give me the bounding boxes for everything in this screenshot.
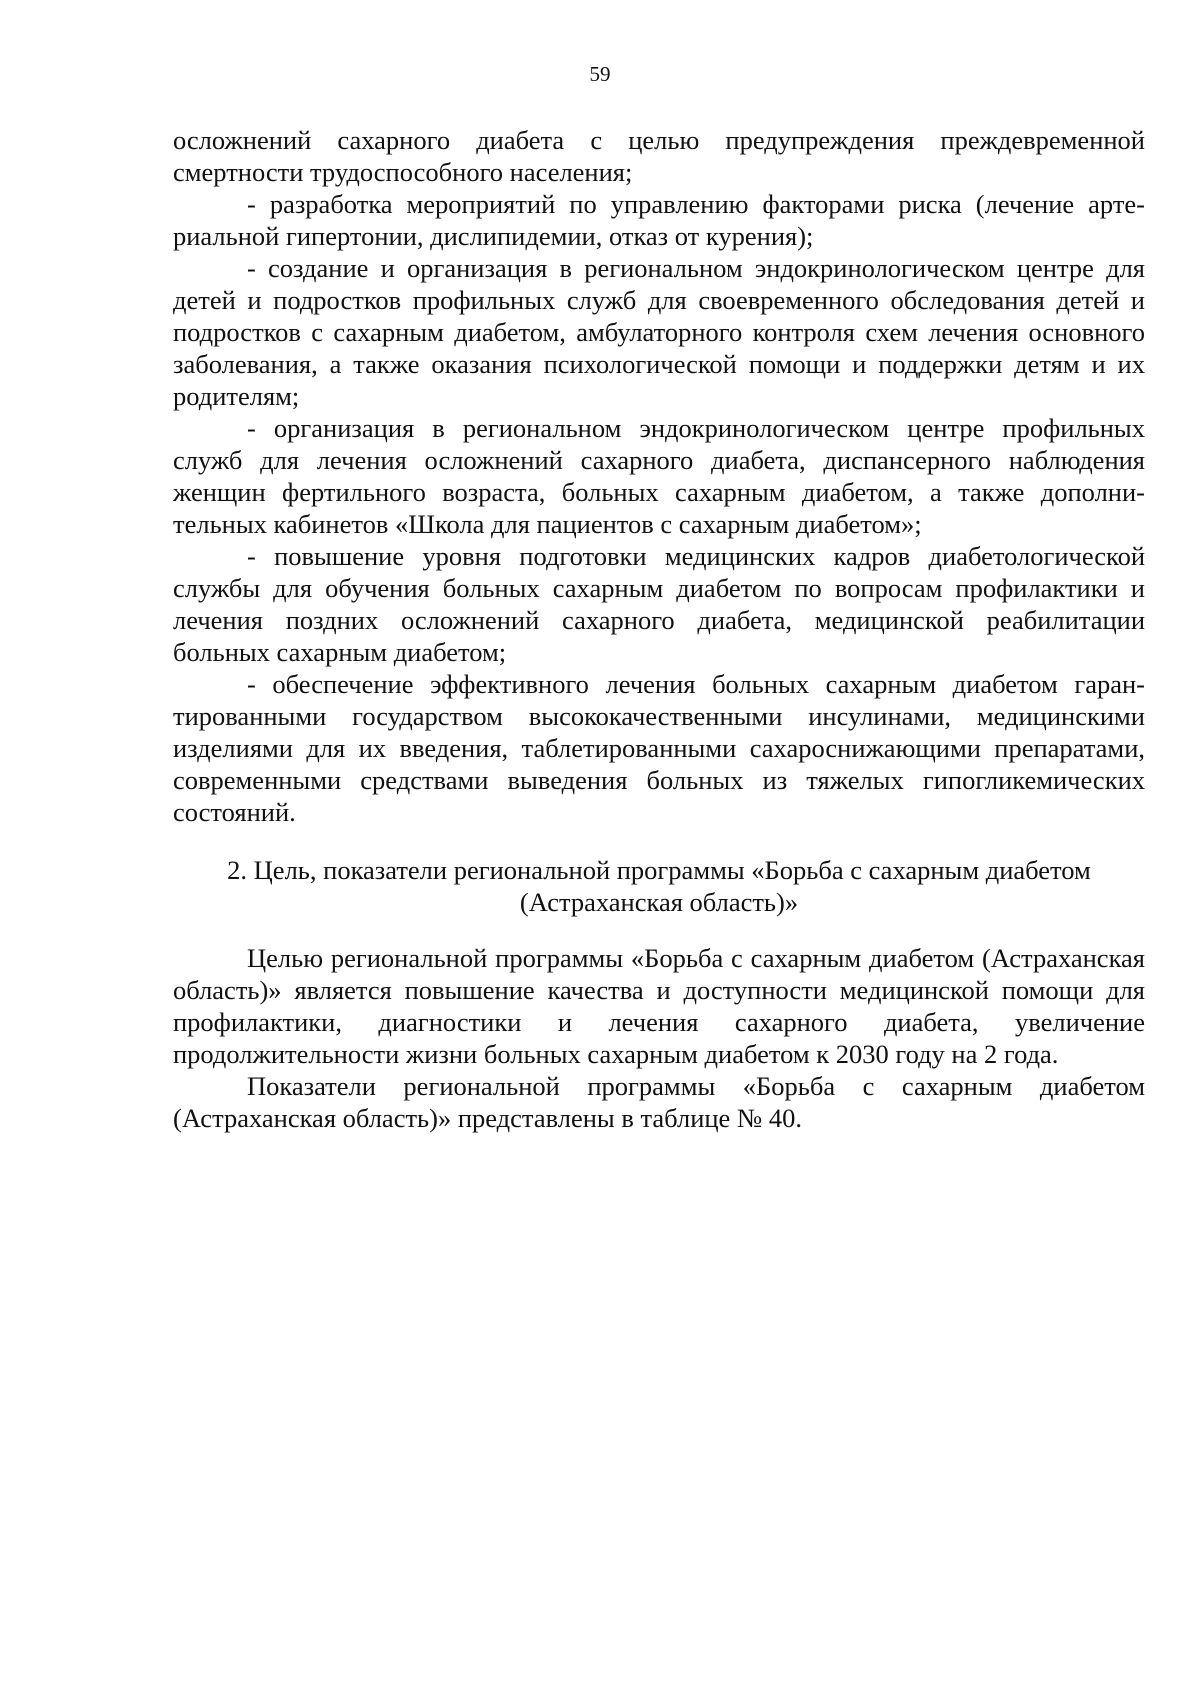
list-item-complications-services: - организация в региональном эндокринологическом центре профильных служб для лечения осложнений сахарного диабета, диспансерного наблюдения женщин фертильного возраста, больных сахарным диабетом, а также дополнительных кабинетов «Школа для пациентов с сахарным диабетом»;: [173, 413, 1145, 539]
paragraph-program-indicators: Показатели региональной программы «Борьба с сахарным диабетом (Астраханская область)» представлены в таблице № 40.: [173, 1071, 1145, 1133]
paragraph-program-goal: Целью региональной программы «Борьба с сахарным диабетом (Астраханская область)» является повышение качества и доступности медицинской помощи для профилактики, диагностики и лечения сахарного диабета, увеличение продолжительности жизни больных сахарным диабетом к 2030 году на 2 года.: [173, 943, 1145, 1069]
list-item-staff-training: - повышение уровня подготовки медицинских кадров диабетологической службы для обучения больных сахарным диабетом по вопросам профилактики и лечения поздних осложнений сахарного диабета, медицинской реабилитации больных сахарным диабетом;: [173, 541, 1145, 667]
section-heading-line-2: (Астраханская область)»: [519, 887, 799, 917]
paragraph-continuation: осложнений сахарного диабета с целью предупреждения преждевременной смертности трудоспособного населения;: [173, 125, 1145, 187]
list-item-risk-factors: - разработка мероприятий по управлению факторами риска (лечение артериальной гипертонии, дислипидемии, отказ от курения);: [173, 189, 1145, 251]
page-number: 59: [589, 62, 611, 86]
document-body: [173, 124, 1145, 1134]
list-item-children-services: - создание и организация в региональном эндокринологическом центре для детей и подростков профильных служб для своевременного обследования детей и подростков с сахарным диабетом, амбулаторного контроля схем лечения основного заболевания, а также оказания психологической помощи и поддержки детям и их родителям;: [173, 253, 1145, 411]
list-item-effective-treatment: - обеспечение эффективного лечения больных сахарным диабетом гарантированными государством высококачественными инсулинами, медицинскими изделиями для их введения, таблетированными сахароснижающими препаратами, современными средствами выведения больных из тяжелых гипогликемических состояний.: [173, 669, 1145, 827]
section-heading-line-1: 2. Цель, показатели региональной программы «Борьба с сахарным диабетом: [227, 855, 1091, 885]
section-heading: [173, 854, 1145, 918]
